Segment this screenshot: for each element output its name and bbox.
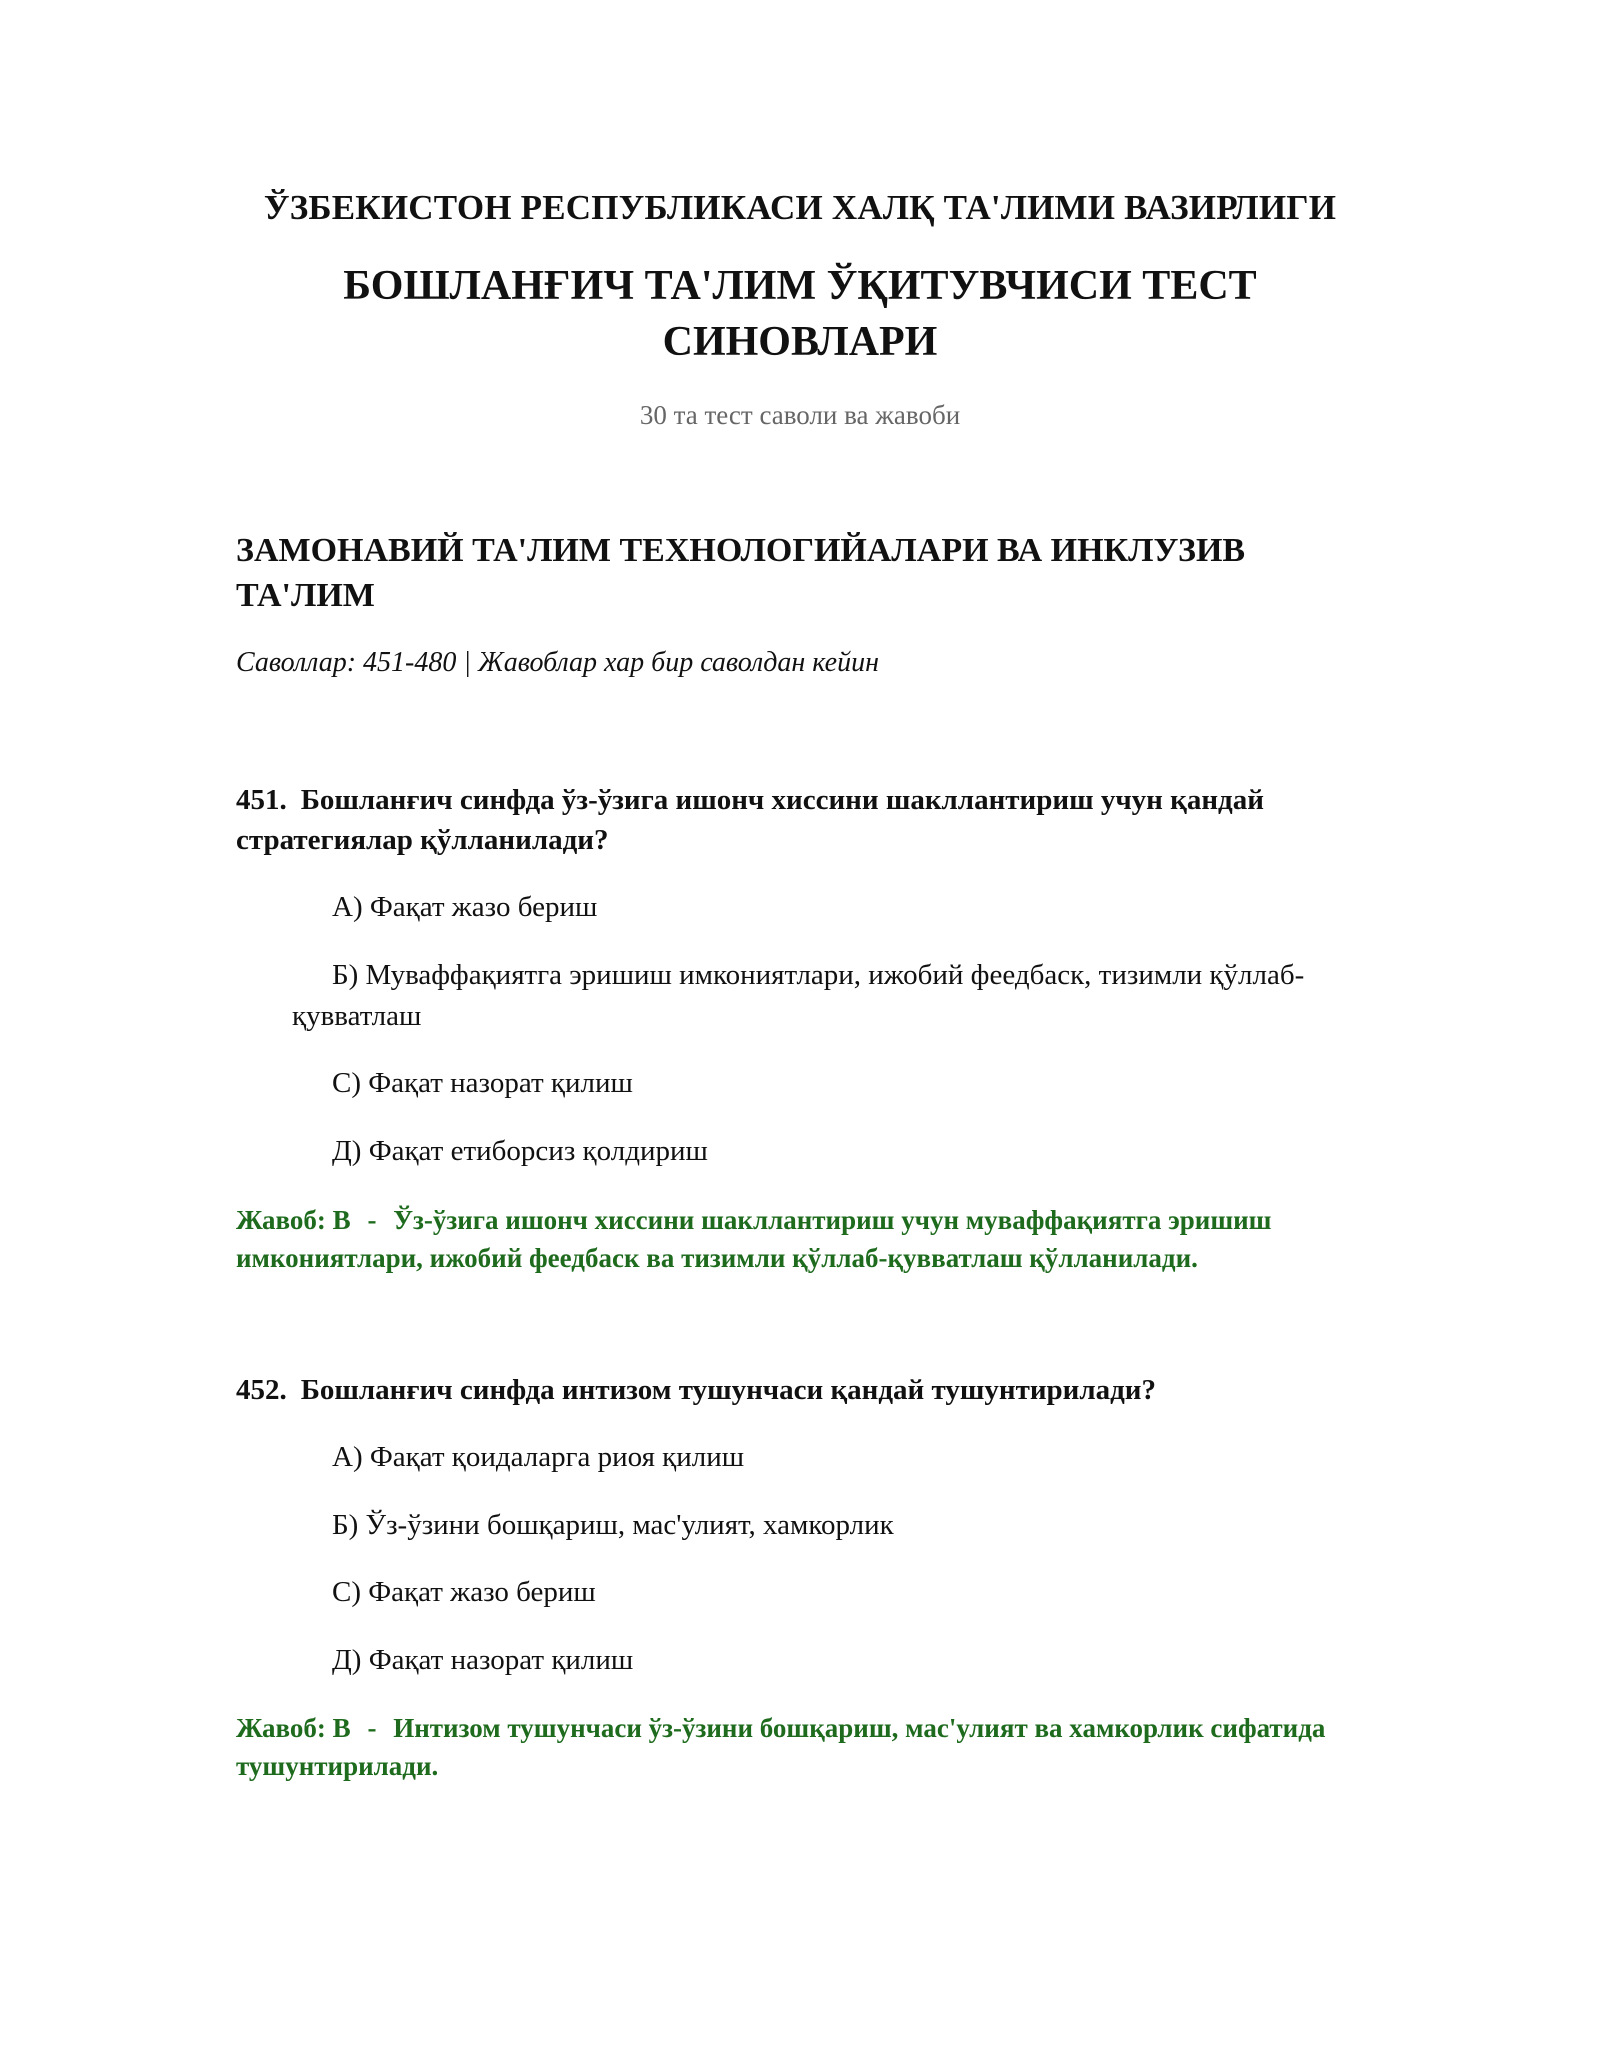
- answer-451: [236, 1201, 1366, 1277]
- answer-letter: В: [332, 1205, 351, 1235]
- question-452: [236, 1370, 1366, 1410]
- option-a: А) Фақат жазо бериш: [332, 891, 598, 923]
- option-b: Б) Ўз-ўзини бошқариш, мас'улият, хамкорлик: [332, 1509, 894, 1541]
- option-c: С) Фақат назорат қилиш: [332, 1067, 633, 1099]
- question-text: Бошланғич синфда ўз-ўзига ишонч хиссини шакллантириш учун қандай стратегиялар қўлланилади?: [236, 784, 1264, 856]
- ministry-heading: ЎЗБЕКИСТОН РЕСПУБЛИКАСИ ХАЛҚ ТА'ЛИМИ ВАЗИРЛИГИ: [263, 188, 1337, 227]
- answer-letter: В: [332, 1713, 351, 1743]
- answer-separator: -: [367, 1713, 377, 1743]
- section-meta: Саволлар: 451-480 | Жавоблар хар бир саволдан кейин: [236, 647, 879, 678]
- question-number: 451.: [236, 784, 287, 816]
- option-d: Д) Фақат етиборсиз қолдириш: [332, 1135, 708, 1167]
- question-number: 452.: [236, 1374, 287, 1406]
- option-a: А) Фақат қоидаларга риоя қилиш: [332, 1441, 745, 1473]
- answer-452: [236, 1709, 1366, 1785]
- option-c: С) Фақат жазо бериш: [332, 1576, 596, 1608]
- answer-label: Жавоб:: [236, 1205, 326, 1235]
- answer-text: Ўз-ўзига ишонч хиссини шакллантириш учун муваффақиятга эришиш имкониятлари, ижобий феедбаск ва тизимли қўллаб-қувватлаш қўлланилади.: [236, 1205, 1272, 1273]
- answer-label: Жавоб:: [236, 1713, 326, 1743]
- option-d: Д) Фақат назорат қилиш: [332, 1644, 634, 1676]
- option-b: Б) Муваффақиятга эришиш имкониятлари, ижобий феедбаск, тизимли қўллаб-қувватлаш: [292, 959, 1305, 1032]
- question-451: [236, 780, 1366, 860]
- answer-text: Интизом тушунчаси ўз-ўзини бошқариш, мас'улият ва хамкорлик сифатида тушунтирилади.: [236, 1713, 1326, 1781]
- section-title: ЗАМОНАВИЙ ТА'ЛИМ ТЕХНОЛОГИЙАЛАРИ ВА ИНКЛУЗИВ ТА'ЛИМ: [236, 532, 1246, 614]
- question-text: Бошланғич синфда интизом тушунчаси қандай тушунтирилади?: [300, 1374, 1157, 1406]
- document-subtitle: 30 та тест саволи ва жавоби: [639, 400, 961, 430]
- document-title: БОШЛАНҒИЧ ТА'ЛИМ ЎҚИТУВЧИСИ ТЕСТ СИНОВЛАРИ: [343, 263, 1257, 365]
- answer-separator: -: [367, 1205, 377, 1235]
